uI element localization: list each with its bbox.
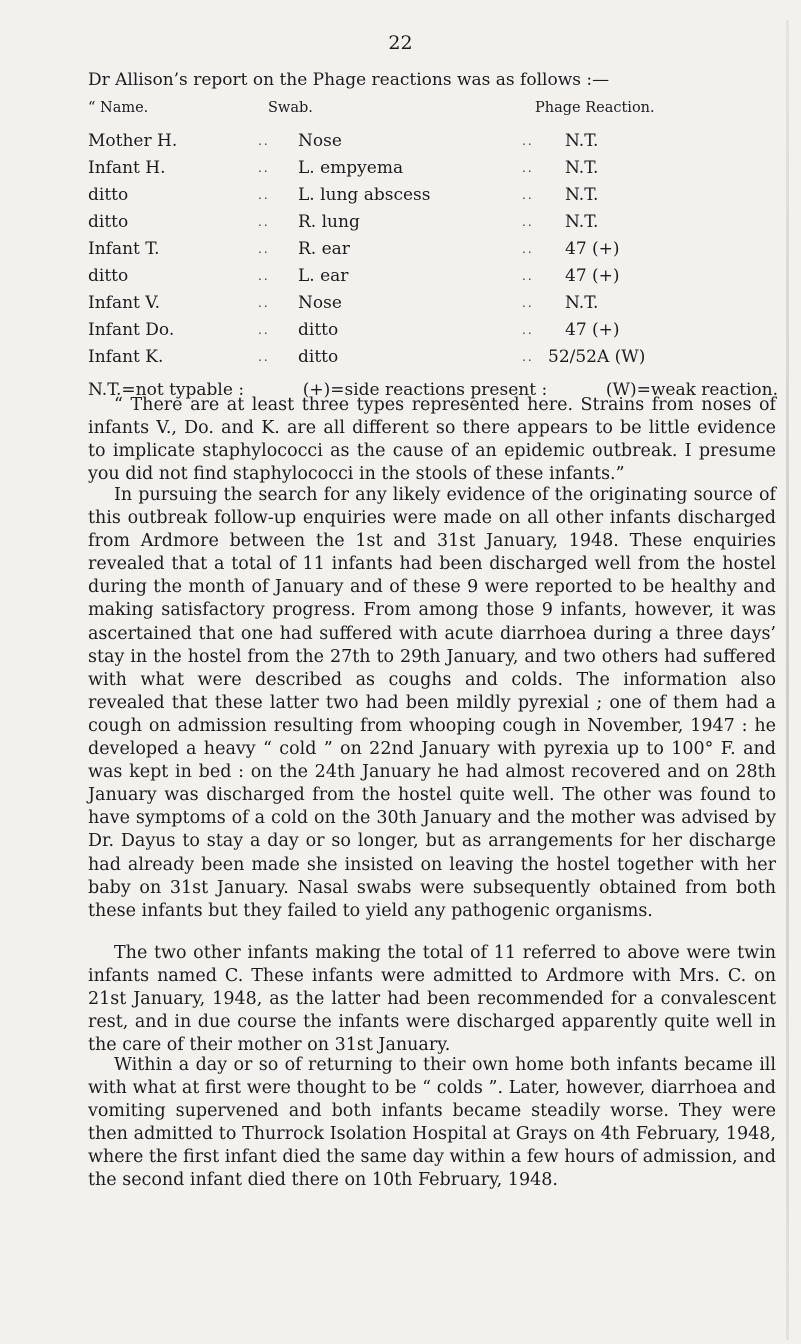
leader-dots: ..: [522, 188, 534, 202]
row-swab: Nose: [298, 293, 342, 313]
row-name: Infant T.: [88, 239, 160, 259]
row-name: Infant Do.: [88, 320, 175, 340]
paragraph-outcome: Within a day or so of returning to their own home both infants became ill with what at first were thought to be “ colds ”. Later, however, diarrhoea and vomiting supervened and both infants became steadily worse. They were then admitted to Thurrock Isolation Hospital at Grays on 4th February, 1948, where the first infant died the same day within a few hours of admission, and the second infant died there on 10th February, 1948.: [88, 1055, 776, 1191]
row-swab: L. ear: [298, 266, 349, 286]
paragraph-follow-up: In pursuing the search for any likely evidence of the originating source of this outbreak follow-up enquiries were made on all other infants discharged from Ardmore between the 1st and 31st January, 1948. These enquiries revealed that a total of 11 infants had been discharged well from the hostel during the month of January and of these 9 were reported to be healthy and making satisfactory progress. From among those 9 infants, however, it was ascertained that one had suffered with acute diarrhoea during a three days’ stay in the hostel from the 27th to 29th January, and two others had suffered with what were described as coughs and colds. The information also revealed that these latter two had been mildly pyrexial ; one of them had a cough on admission resulting from whooping cough in November, 1947 : he developed a heavy “ cold ” on 22nd January with pyrexia up to 100° F. and was kept in bed : on the 24th January he had almost recovered and on 28th January was discharged from the hostel quite well. The other was found to have symptoms of a cold on the 30th January and the mother was advised by Dr. Dayus to stay a day or so longer, but as arrangements for her discharge had already been made she insisted on leaving the hostel together with her baby on 31st January. Nasal swabs were subsequently obtained from both these infants but they failed to yield any pathogenic organisms.: [88, 485, 776, 921]
row-reaction: 47 (+): [565, 320, 620, 340]
row-name: Infant H.: [88, 158, 166, 178]
row-reaction: N.T.: [565, 293, 599, 313]
row-reaction: 47 (+): [565, 239, 620, 259]
row-name: Infant V.: [88, 293, 160, 313]
row-swab: R. lung: [298, 212, 360, 232]
row-reaction: 47 (+): [565, 266, 620, 286]
legend-weak-reaction: (W)=weak reaction.: [605, 380, 778, 400]
row-reaction: N.T.: [565, 131, 599, 151]
leader-dots: ..: [258, 269, 270, 283]
row-reaction: N.T.: [565, 212, 599, 232]
leader-dots: ..: [258, 242, 270, 256]
row-name: Infant K.: [88, 347, 164, 367]
header-name: “ Name.: [88, 100, 149, 116]
page-edge-shadow: [786, 20, 789, 1340]
leader-dots: ..: [522, 134, 534, 148]
row-name: ditto: [88, 212, 129, 232]
row-reaction: N.T.: [565, 185, 599, 205]
leader-dots: ..: [522, 350, 534, 364]
report-intro: Dr Allison’s report on the Phage reactions was as follows :—: [88, 70, 610, 90]
row-reaction: N.T.: [565, 158, 599, 178]
row-name: ditto: [88, 266, 129, 286]
header-reaction: Phage Reaction.: [535, 100, 655, 116]
header-swab: Swab.: [268, 100, 313, 116]
leader-dots: ..: [258, 188, 270, 202]
leader-dots: ..: [522, 323, 534, 337]
paragraph-twin-infants: The two other infants making the total of 11 referred to above were twin infants named C. These infants were admitted to Ardmore with Mrs. C. on 21st January, 1948, as the latter had been recommended for a convalescent rest, and in due course the infants were discharged apparently quite well in the care of their mother on 31st January.: [88, 943, 776, 1056]
leader-dots: ..: [258, 296, 270, 310]
leader-dots: ..: [522, 269, 534, 283]
leader-dots: ..: [258, 323, 270, 337]
paragraph-quote: “ There are at least three types represented here. Strains from noses of infants V., Do. and K. are all different so there appears to be little evidence to implicate staphylococci as the cause of an epidemic outbreak. I presume you did not find staphylococci in the stools of these infants.”: [88, 395, 776, 485]
row-swab: L. lung abscess: [298, 185, 431, 205]
legend-not-typable: N.T.=not typable :: [88, 380, 245, 400]
leader-dots: ..: [258, 350, 270, 364]
legend-side-reactions: (+)=side reactions present :: [302, 380, 548, 400]
leader-dots: ..: [522, 242, 534, 256]
row-swab: ditto: [298, 320, 339, 340]
row-swab: Nose: [298, 131, 342, 151]
row-name: ditto: [88, 185, 129, 205]
leader-dots: ..: [522, 296, 534, 310]
page-number: 22: [388, 32, 413, 54]
row-swab: ditto: [298, 347, 339, 367]
leader-dots: ..: [522, 161, 534, 175]
row-swab: L. empyema: [298, 158, 404, 178]
row-reaction: 52/52A (W): [548, 347, 646, 367]
row-name: Mother H.: [88, 131, 178, 151]
leader-dots: ..: [258, 134, 270, 148]
leader-dots: ..: [522, 215, 534, 229]
leader-dots: ..: [258, 215, 270, 229]
row-swab: R. ear: [298, 239, 350, 259]
leader-dots: ..: [258, 161, 270, 175]
